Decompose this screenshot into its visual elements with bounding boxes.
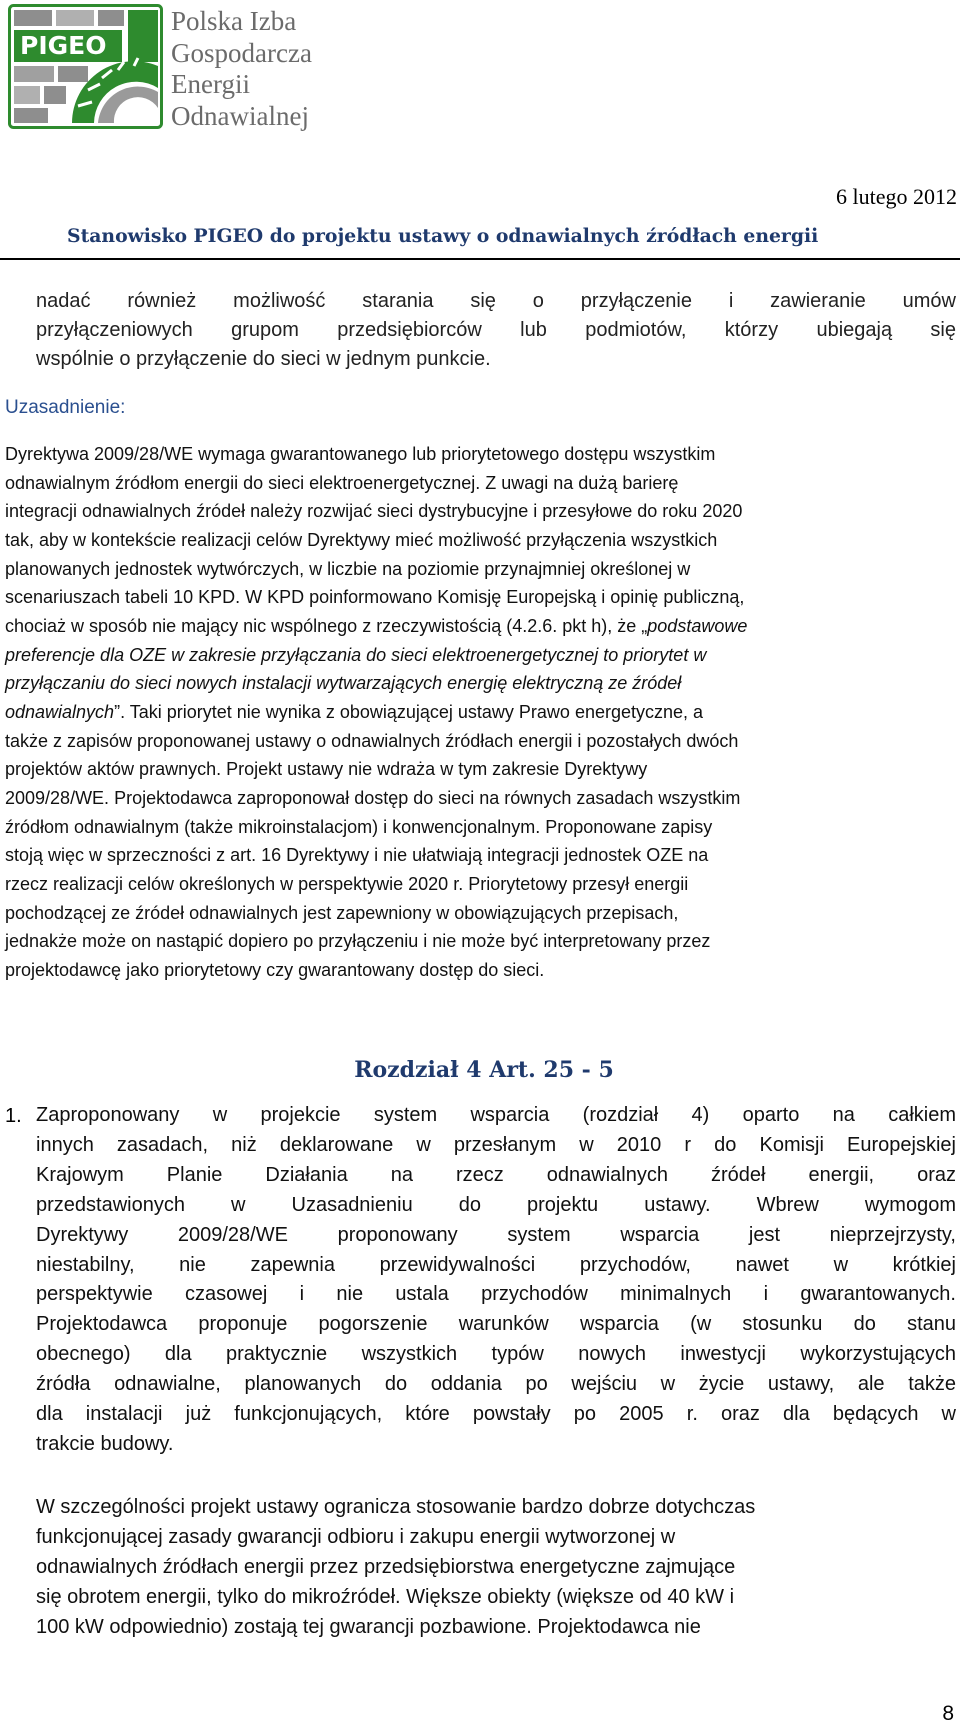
quoted-italic-line: przyłączaniu do sieci nowych instalacji wytwarzających energię elektryczną ze źródeł [5, 673, 682, 694]
text-line [5, 698, 955, 727]
text-line: scenariuszach tabeli 10 KPD. W KPD poinformowano Komisję Europejską i opinię publiczną, [5, 587, 745, 608]
text-line: trakcie budowy. [36, 1432, 174, 1455]
quoted-italic-text: podstawowe [647, 615, 748, 636]
text-line: Dyrektywa 2009/28/WE wymaga gwarantowanego lub priorytetowego dostępu wszystkim [5, 444, 716, 464]
pigeo-logo-mark [8, 4, 163, 129]
text-line: projektów aktów prawnych. Projekt ustawy nie wdraża w tym zakresie Dyrektywy [5, 759, 648, 780]
text-line: integracji odnawialnych źródeł należy rozwijać sieci dystrybucyjne i przesyłowe do roku 2020 [5, 501, 743, 522]
text-line: Projektodawca proponuje pogorszenie warunków wsparcia (w stosunku do stanu [36, 1313, 956, 1336]
text-line: pochodzącej ze źródeł odnawialnych jest zapewniony w obowiązujących przepisach, [5, 902, 679, 923]
text-line: 100 kW odpowiednio) zostają tej gwarancji pozbawione. Projektodawca nie [36, 1615, 701, 1638]
text-line: przyłączeniowych grupom przedsiębiorców lub podmiotów, którzy ubiegają się [36, 319, 956, 341]
pigeo-logo [8, 4, 326, 132]
text-line: planowanych jednostek wytwórczych, w liczbie na poziomie przynajmniej określonej w [5, 558, 691, 579]
text-line: się obrotem energii, tylko do mikroźródeł. Większe obiekty (większe od 40 kW i [36, 1585, 735, 1608]
text-line: przedstawionych w Uzasadnieniu do projektu ustawy. Wbrew wymogom [36, 1193, 956, 1216]
chapter-heading: Rozdział 4 Art. 25 - 5 [354, 1057, 614, 1083]
text-line: odnawialnym źródłom energii do sieci elektroenergetycznej. Z uwagi na dużą barierę [5, 472, 679, 493]
text-line: projektodawcę jako priorytetowy czy gwarantowany dostęp do sieci. [5, 959, 545, 980]
organization-name-line: Odnawialnej [171, 100, 309, 131]
text-line: źródła odnawialne, planowanych do oddania po wejściu w życie ustawy, ale także [36, 1373, 956, 1396]
text-run: chociaż w sposób nie mający nic wspólnego z rzeczywistością (4.2.6. pkt h), że „ [5, 615, 648, 636]
text-line: tak, aby w kontekście realizacji celów Dyrektywy mieć możliwość przyłączenia wszystkich [5, 529, 718, 550]
document-title: Stanowisko PIGEO do projektu ustawy o odnawialnych źródłach energii [67, 225, 819, 247]
document-date: 6 lutego 2012 [836, 184, 957, 209]
quoted-italic-text: odnawialnych [5, 701, 115, 722]
page-number: 8 [942, 1702, 954, 1725]
text-line: W szczególności projekt ustawy ogranicza stosowanie bardzo dobrze dotychczas [36, 1496, 756, 1518]
justification-label: Uzasadnienie: [5, 397, 126, 418]
text-line: stoją więc w sprzeczności z art. 16 Dyrektywy i nie ułatwiają integracji jednostek OZE na [5, 845, 709, 866]
text-line: jednakże może on nastąpić dopiero po przyłączeniu i nie może być interpretowany przez [5, 931, 711, 952]
justification-paragraph [5, 440, 955, 984]
text-line: obecnego) dla praktycznie wszystkich typów nowych inwestycji wykorzystujących [36, 1343, 956, 1366]
text-line: nadać również możliwość starania się o przyłączenie i zawieranie umów [36, 290, 956, 312]
text-line: Dyrektywy 2009/28/WE proponowany system wsparcia jest nieprzejrzysty, [36, 1223, 956, 1246]
text-line: innych zasadach, niż deklarowane w przesłanym w 2010 r do Komisji Europejskiej [36, 1133, 956, 1156]
list-number: 1. [5, 1105, 22, 1127]
text-line: rzecz realizacji celów określonych w perspektywie 2020 r. Priorytetowy przesył energii [5, 873, 689, 894]
text-line: Krajowym Planie Działania na rzecz odnawialnych źródeł energii, oraz [36, 1163, 956, 1186]
header-divider [0, 258, 960, 260]
text-line: źródłom odnawialnym (także mikroinstalacjom) i konwencjonalnym. Proponowane zapisy [5, 816, 713, 837]
organization-name-line: Polska Izba [171, 6, 297, 36]
text-line: dla instalacji już funkcjonujących, które powstały po 2005 r. oraz dla będących w [36, 1403, 956, 1426]
continuation-paragraph [36, 287, 956, 374]
text-line: odnawialnych źródłach energii przez przedsiębiorstwa energetyczne zajmujące [36, 1555, 736, 1578]
text-line: Zaproponowany w projekcie system wsparcia (rozdział 4) oparto na całkiem [36, 1104, 956, 1126]
list-item-paragraph [36, 1101, 956, 1460]
organization-name [171, 6, 312, 132]
text-line: perspektywie czasowej i nie ustala przychodów minimalnych i gwarantowanych. [36, 1283, 956, 1306]
text-line: także z zapisów proponowanej ustawy o odnawialnych źródłach energii i pozostałych dwóch [5, 730, 739, 751]
text-run: ”. Taki priorytet nie wynika z obowiązującej ustawy Prawo energetyczne, a [114, 701, 704, 722]
organization-name-line: Gospodarcza [171, 37, 312, 68]
quoted-italic-line: preferencje dla OZE w zakresie przyłączania do sieci elektroenergetycznej to priorytet w [5, 644, 707, 665]
text-line [5, 612, 955, 641]
text-line: funkcjonującej zasady gwarancji odbioru i zakupu energii wytworzonej w [36, 1525, 676, 1548]
text-line: wspólnie o przyłączenie do sieci w jednym punkcie. [36, 348, 491, 370]
list-item-paragraph-continued [36, 1493, 956, 1643]
pigeo-logo-text: PIGEO [20, 31, 107, 60]
text-line: niestabilny, nie zapewnia przewidywalności przychodów, nawet w krótkiej [36, 1253, 956, 1276]
organization-name-line: Energii [171, 69, 250, 99]
text-line: 2009/28/WE. Projektodawca zaproponował dostęp do sieci na równych zasadach wszystkim [5, 787, 741, 808]
